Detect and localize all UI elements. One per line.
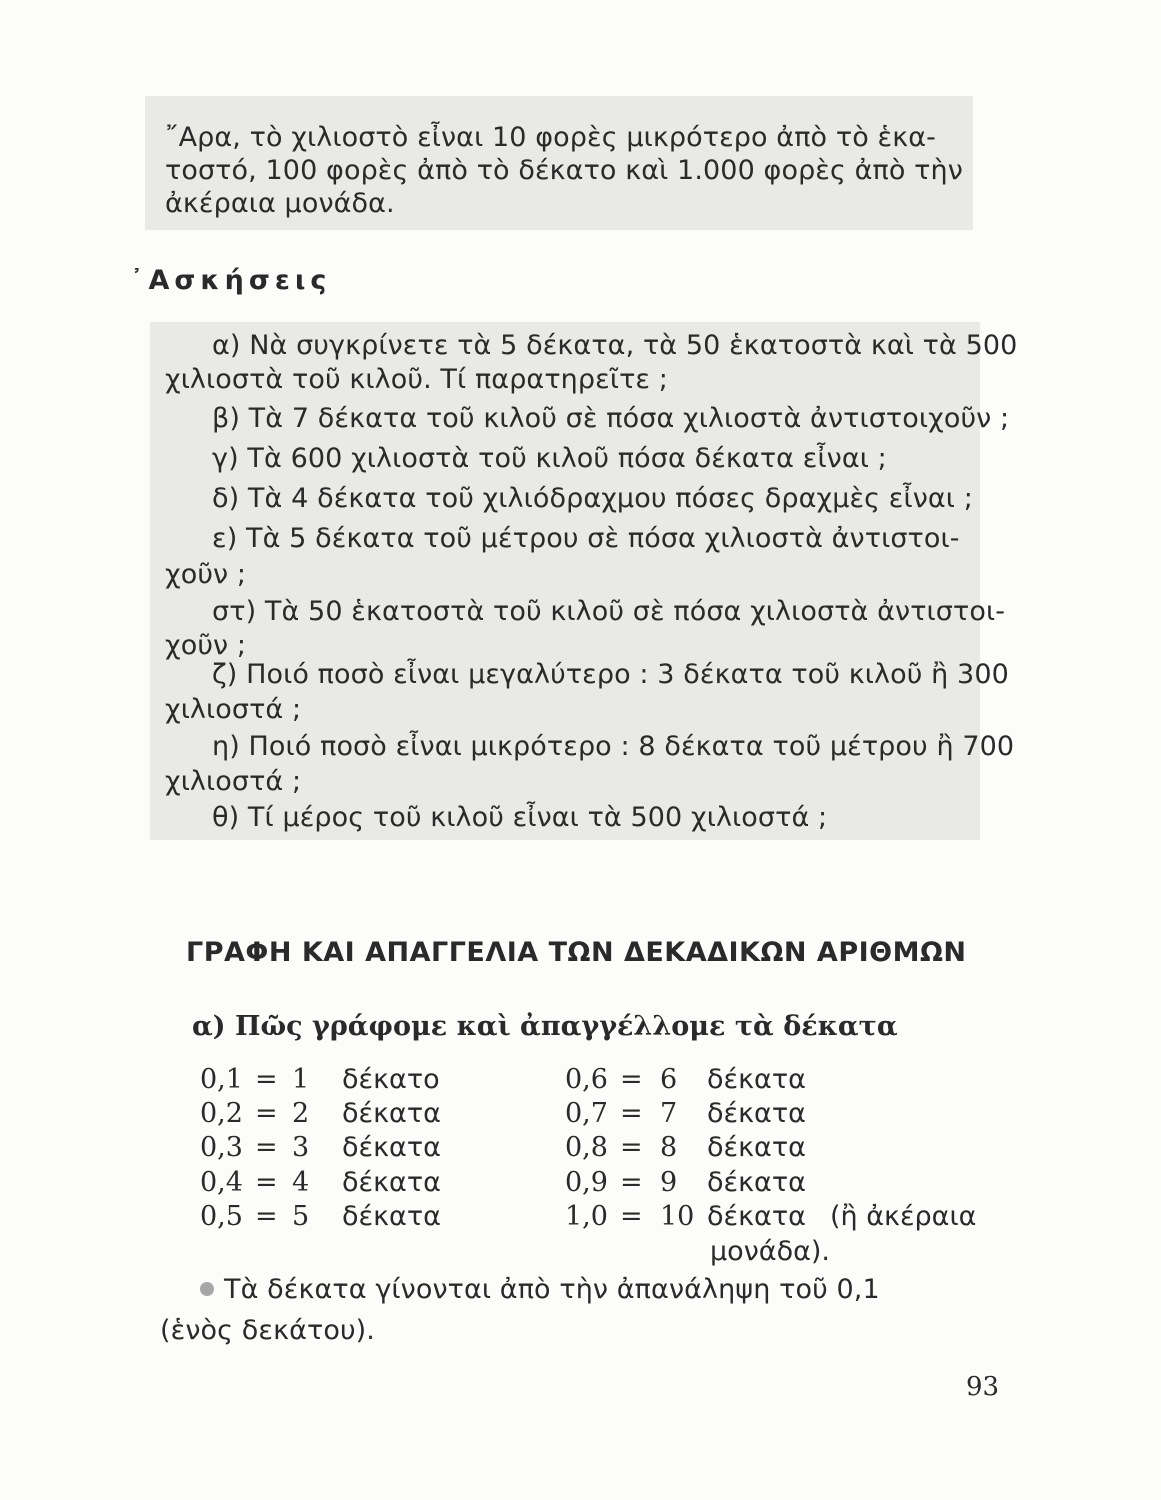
exercise-zeta-line-2: χιλιοστά ;	[165, 694, 302, 725]
page-number: 93	[966, 1372, 1000, 1402]
left-eq-2: =	[255, 1098, 278, 1129]
right-eq-1: =	[620, 1064, 643, 1095]
right-word-5: δέκατα	[707, 1201, 806, 1232]
intro-line-3: ἀκέραια μονάδα.	[165, 188, 395, 219]
right-num-5: 1,0	[565, 1201, 608, 1232]
left-eq-4: =	[255, 1167, 278, 1198]
right-n-1: 6	[660, 1064, 678, 1095]
note-text-1: Τὰ δέκατα γίνονται ἀπὸ τὴν ἀπανάληψη τοῦ 0,1	[224, 1274, 880, 1305]
left-word-5: δέκατα	[342, 1201, 441, 1232]
right-eq-4: =	[620, 1167, 643, 1198]
right-eq-3: =	[620, 1132, 643, 1163]
right-n-5: 10	[660, 1201, 695, 1232]
left-eq-1: =	[255, 1064, 278, 1095]
right-word-4: δέκατα	[707, 1167, 806, 1198]
exercise-epsilon-line-1: ε) Τὰ 5 δέκατα τοῦ μέτρου σὲ πόσα χιλιοστὰ ἀντιστοι-	[212, 523, 960, 554]
section-title: ΓΡΑΦΗ ΚΑΙ ΑΠΑΓΓΕΛΙΑ ΤΩΝ ΔΕΚΑΔΙΚΩΝ ΑΡΙΘΜΩΝ	[186, 937, 967, 968]
unit-note-line-2: μονάδα).	[710, 1236, 831, 1267]
left-word-2: δέκατα	[342, 1098, 441, 1129]
right-n-3: 8	[660, 1132, 678, 1163]
left-num-3: 0,3	[200, 1132, 243, 1163]
left-n-2: 2	[292, 1098, 310, 1129]
exercise-st-line-2: χοῦν ;	[165, 630, 247, 661]
left-num-5: 0,5	[200, 1201, 243, 1232]
left-eq-3: =	[255, 1132, 278, 1163]
right-word-1: δέκατα	[707, 1064, 806, 1095]
exercises-heading: ᾿Ασκήσεις	[130, 265, 332, 296]
exercise-alpha-line-1: α) Νὰ συγκρίνετε τὰ 5 δέκατα, τὰ 50 ἑκατοστὰ καὶ τὰ 500	[212, 330, 1018, 361]
note-line-1	[200, 1274, 880, 1306]
left-word-4: δέκατα	[342, 1167, 441, 1198]
exercise-eta-line-2: χιλιοστά ;	[165, 766, 302, 797]
bullet-dot-icon	[200, 1282, 214, 1296]
left-num-2: 0,2	[200, 1098, 243, 1129]
intro-line-2: τοστό, 100 φορὲς ἀπὸ τὸ δέκατο καὶ 1.000 φορὲς ἀπὸ τὴν	[165, 155, 963, 186]
left-word-1: δέκατο	[342, 1064, 440, 1095]
unit-note-line-1: (ἢ ἀκέραια	[830, 1201, 977, 1232]
exercise-theta: θ) Τί μέρος τοῦ κιλοῦ εἶναι τὰ 500 χιλιοστά ;	[212, 802, 828, 833]
exercise-zeta-line-1: ζ) Ποιό ποσὸ εἶναι μεγαλύτερο : 3 δέκατα τοῦ κιλοῦ ἢ 300	[212, 659, 1009, 690]
left-n-4: 4	[292, 1167, 310, 1198]
exercise-beta: β) Τὰ 7 δέκατα τοῦ κιλοῦ σὲ πόσα χιλιοστὰ ἀντιστοιχοῦν ;	[212, 403, 1010, 434]
intro-line-1: ῎Αρα, τὸ χιλιοστὸ εἶναι 10 φορὲς μικρότερο ἀπὸ τὸ ἑκα-	[165, 122, 936, 153]
exercise-st-line-1: στ) Τὰ 50 ἑκατοστὰ τοῦ κιλοῦ σὲ πόσα χιλιοστὰ ἀντιστοι-	[212, 596, 1006, 627]
right-num-1: 0,6	[565, 1064, 608, 1095]
note-line-2: (ἑνὸς δεκάτου).	[160, 1315, 375, 1346]
right-eq-2: =	[620, 1098, 643, 1129]
exercise-gamma: γ) Τὰ 600 χιλιοστὰ τοῦ κιλοῦ πόσα δέκατα εἶναι ;	[212, 443, 887, 474]
left-num-1: 0,1	[200, 1064, 243, 1095]
right-n-4: 9	[660, 1167, 678, 1198]
left-n-3: 3	[292, 1132, 310, 1163]
right-num-3: 0,8	[565, 1132, 608, 1163]
left-word-3: δέκατα	[342, 1132, 441, 1163]
right-eq-5: =	[620, 1201, 643, 1232]
right-word-3: δέκατα	[707, 1132, 806, 1163]
left-n-5: 5	[292, 1201, 310, 1232]
exercise-delta: δ) Τὰ 4 δέκατα τοῦ χιλιόδραχμου πόσες δραχμὲς εἶναι ;	[212, 483, 973, 514]
right-word-2: δέκατα	[707, 1098, 806, 1129]
sub-title: α) Πῶς γράφομε καὶ ἀπαγγέλλομε τὰ δέκατα	[192, 1011, 898, 1042]
exercise-alpha-line-2: χιλιοστὰ τοῦ κιλοῦ. Τί παρατηρεῖτε ;	[165, 364, 668, 395]
left-num-4: 0,4	[200, 1167, 243, 1198]
right-num-4: 0,9	[565, 1167, 608, 1198]
left-eq-5: =	[255, 1201, 278, 1232]
left-n-1: 1	[292, 1064, 310, 1095]
right-num-2: 0,7	[565, 1098, 608, 1129]
exercise-eta-line-1: η) Ποιό ποσὸ εἶναι μικρότερο : 8 δέκατα τοῦ μέτρου ἢ 700	[212, 731, 1015, 762]
right-n-2: 7	[660, 1098, 678, 1129]
exercise-epsilon-line-2: χοῦν ;	[165, 559, 247, 590]
